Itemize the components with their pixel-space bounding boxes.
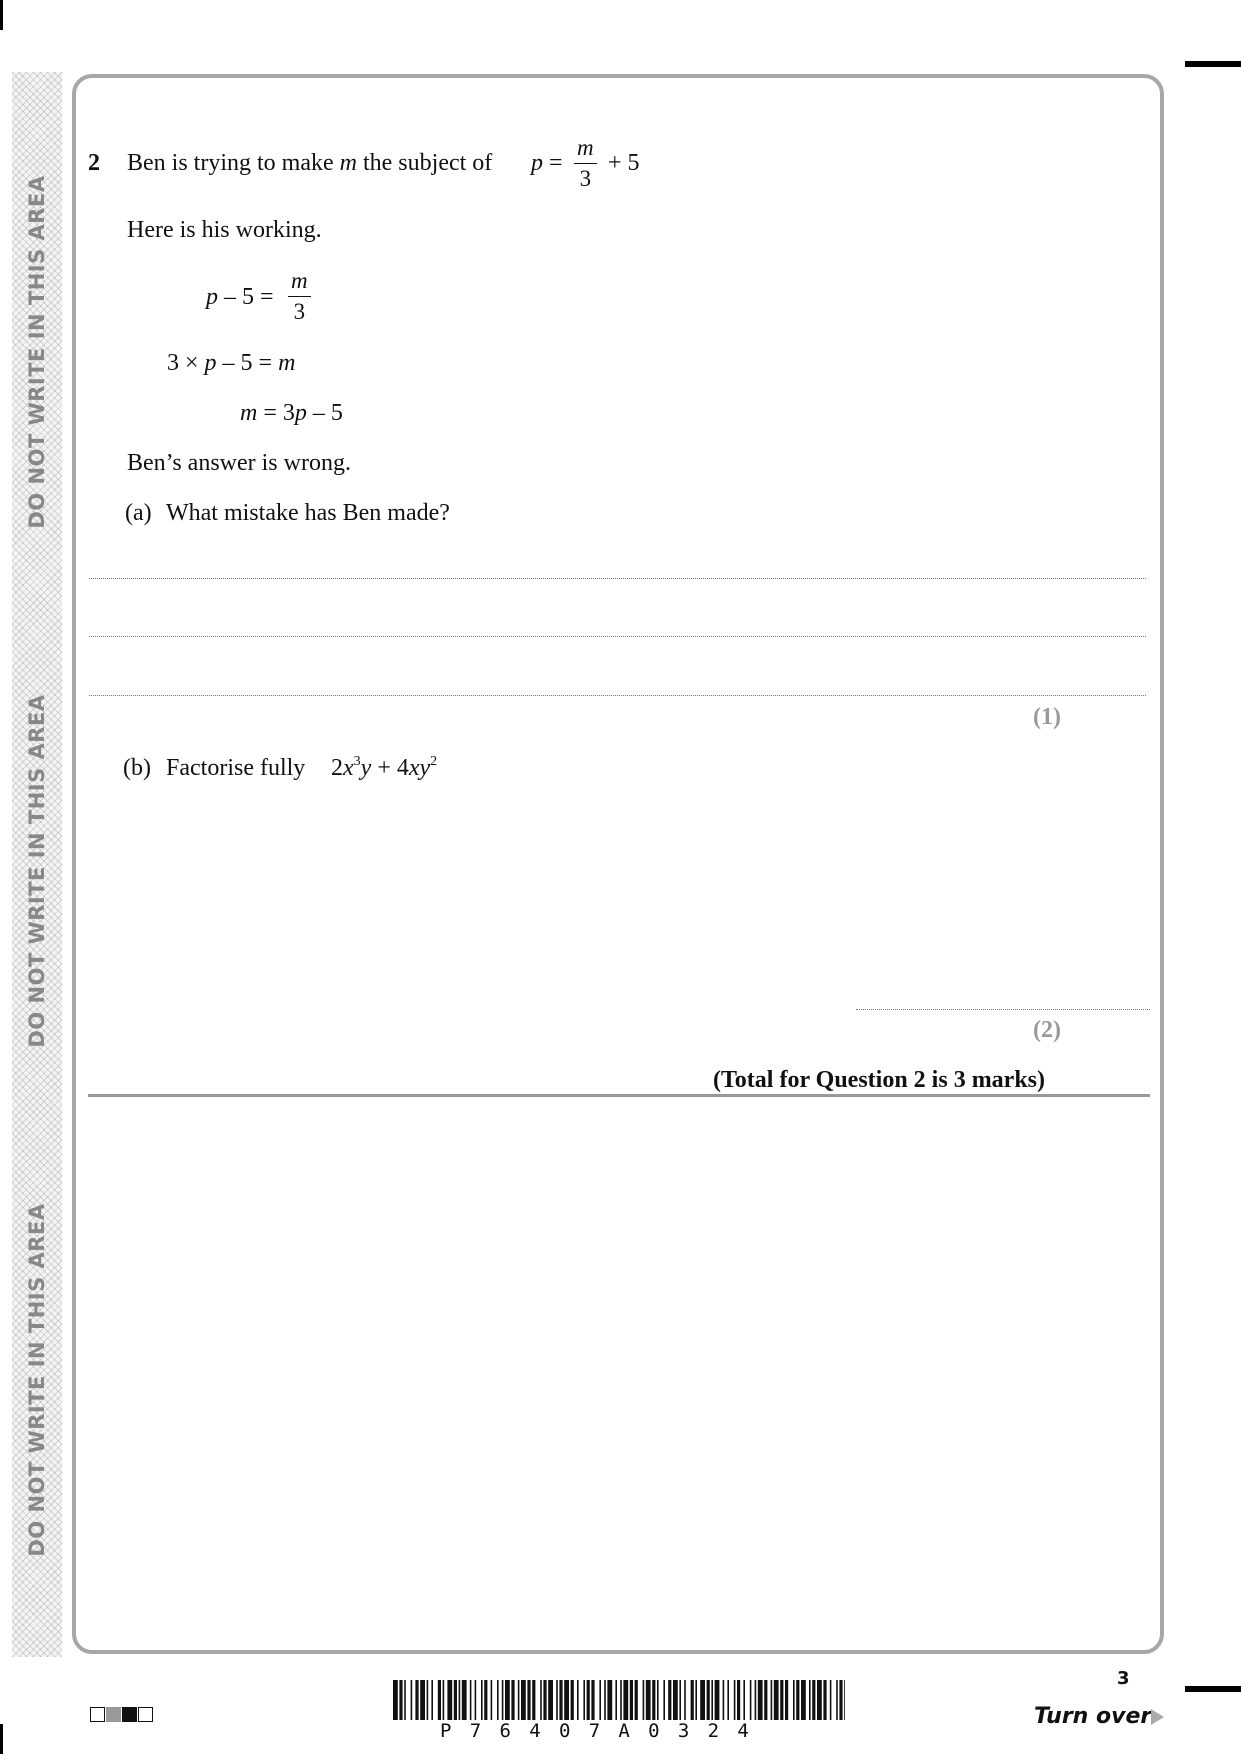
page-indicator-boxes bbox=[90, 1707, 153, 1722]
indicator-box-4 bbox=[138, 1707, 153, 1722]
crop-mark-top-left bbox=[0, 0, 3, 30]
working-intro: Here is his working. bbox=[127, 217, 322, 243]
barcode bbox=[393, 1680, 845, 1720]
page-number: 3 bbox=[1117, 1668, 1130, 1689]
content-frame bbox=[72, 74, 1164, 1654]
statement: Ben’s answer is wrong. bbox=[127, 450, 351, 476]
answer-line-b[interactable] bbox=[856, 1009, 1150, 1010]
part-a-text: What mistake has Ben made? bbox=[166, 500, 450, 526]
question-total: (Total for Question 2 is 3 marks) bbox=[713, 1067, 1046, 1093]
indicator-box-3 bbox=[122, 1707, 137, 1722]
answer-line-a-1[interactable] bbox=[89, 578, 1146, 579]
part-b-marks: (2) bbox=[1033, 1017, 1061, 1043]
part-a-label: (a) bbox=[125, 500, 152, 526]
working-line-1-fraction: $\frac{m}{3}$ bbox=[288, 268, 311, 325]
crop-mark-bottom-left bbox=[0, 1724, 3, 1754]
part-b-text: Factorise fully bbox=[166, 755, 306, 781]
turn-over-arrow-icon bbox=[1151, 1709, 1164, 1725]
barcode-text: P76407A0324 bbox=[440, 1720, 768, 1742]
stem-equation-rhs: + 5 bbox=[608, 150, 640, 176]
part-b-label: (b) bbox=[123, 755, 151, 781]
stem-equation-lhs: p = bbox=[531, 150, 563, 176]
part-a-marks: (1) bbox=[1033, 704, 1061, 730]
question-stem bbox=[127, 149, 492, 177]
working-line-3: m = 3p – 5 bbox=[240, 400, 343, 426]
indicator-box-2 bbox=[106, 1707, 121, 1722]
indicator-box-1 bbox=[90, 1707, 105, 1722]
part-b-expression: $2x^3y + 4xy^2$ bbox=[331, 754, 438, 781]
answer-line-a-2[interactable] bbox=[89, 636, 1146, 637]
question-end-rule bbox=[88, 1094, 1150, 1097]
answer-line-a-3[interactable] bbox=[89, 695, 1146, 696]
crop-mark-top-right bbox=[1185, 61, 1241, 67]
question-number: 2 bbox=[88, 150, 100, 176]
margin-label-top: DO NOT WRITE IN THIS AREA bbox=[25, 175, 49, 529]
working-line-2: 3 × p – 5 = m bbox=[167, 350, 296, 376]
stem-variable: m bbox=[339, 150, 357, 176]
crop-mark-bottom-right bbox=[1185, 1686, 1241, 1692]
stem-text-rest: the subject of bbox=[362, 150, 493, 176]
margin-label-bottom: DO NOT WRITE IN THIS AREA bbox=[25, 1203, 49, 1557]
margin-label-middle: DO NOT WRITE IN THIS AREA bbox=[25, 694, 49, 1048]
stem-fraction: $\frac{m}{3}$ bbox=[574, 135, 597, 192]
turn-over-text: Turn over bbox=[1034, 1704, 1152, 1729]
working-line-1: p – 5 = bbox=[206, 284, 274, 310]
stem-text: Ben is trying to make bbox=[127, 150, 334, 176]
